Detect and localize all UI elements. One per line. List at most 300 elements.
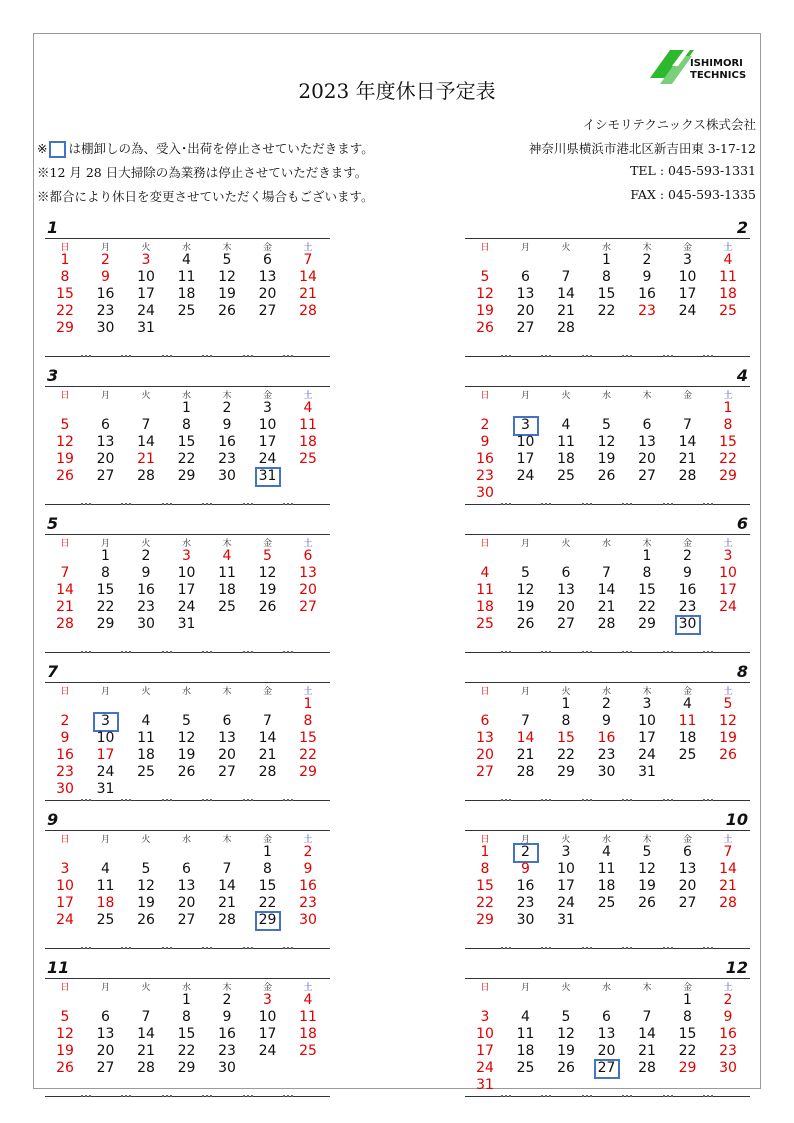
day-cell: 20 bbox=[557, 599, 575, 615]
day-cell: 8 bbox=[263, 861, 272, 877]
day-cell: 18 bbox=[299, 1026, 317, 1042]
day-cell: 25 bbox=[678, 747, 697, 763]
weekday-header: 木 bbox=[642, 687, 652, 697]
day-cell: 11 bbox=[177, 269, 196, 285]
day-cell: 23 bbox=[218, 1043, 236, 1059]
day-cell: 27 bbox=[557, 616, 575, 632]
day-cell: 12 bbox=[557, 1026, 575, 1042]
day-cell: 3 bbox=[60, 861, 70, 877]
weekday-header: 土 bbox=[723, 391, 733, 401]
day-cell: 4 bbox=[480, 565, 490, 581]
day-cell: 24 bbox=[177, 599, 196, 615]
month-header-rule bbox=[465, 978, 750, 979]
rule-tick bbox=[81, 355, 91, 357]
day-cell: 11 bbox=[476, 582, 494, 598]
rule-tick bbox=[703, 947, 713, 949]
day-cell: 21 bbox=[557, 303, 575, 319]
rule-tick bbox=[121, 651, 131, 653]
day-cell: 2 bbox=[723, 992, 733, 1008]
day-cell: 30 bbox=[137, 616, 155, 632]
weekday-header: 日 bbox=[480, 687, 490, 697]
day-cell: 4 bbox=[561, 417, 571, 433]
day-cell: 19 bbox=[638, 878, 656, 894]
day-cell: 14 bbox=[719, 861, 737, 877]
day-cell: 3 bbox=[561, 844, 571, 860]
day-cell: 3 bbox=[263, 400, 272, 416]
weekday-header: 月 bbox=[100, 243, 110, 253]
day-cell: 21 bbox=[56, 599, 74, 615]
day-cell: 13 bbox=[678, 861, 697, 877]
day-cell: 28 bbox=[137, 1060, 155, 1076]
day-cell: 29 bbox=[299, 764, 317, 780]
day-cell: 6 bbox=[182, 861, 191, 877]
day-cell: 10 bbox=[516, 434, 535, 450]
weekday-header: 月 bbox=[520, 687, 530, 697]
weekday-header: 火 bbox=[141, 687, 151, 697]
rule-tick bbox=[202, 651, 212, 653]
rule-tick bbox=[622, 503, 632, 505]
rule-tick bbox=[283, 799, 293, 801]
day-cell: 7 bbox=[642, 1009, 652, 1025]
day-cell: 14 bbox=[299, 269, 317, 285]
day-cell: 7 bbox=[222, 861, 232, 877]
rule-tick bbox=[162, 799, 172, 801]
day-cell: 14 bbox=[218, 878, 236, 894]
day-cell: 3 bbox=[263, 992, 272, 1008]
rule-tick bbox=[541, 947, 551, 949]
month-header-rule bbox=[45, 534, 330, 535]
day-cell: 27 bbox=[678, 895, 697, 911]
weekday-header: 土 bbox=[303, 835, 313, 845]
weekday-header: 金 bbox=[262, 539, 272, 549]
weekday-header: 月 bbox=[100, 539, 110, 549]
day-cell: 17 bbox=[56, 895, 74, 911]
day-cell: 1 bbox=[561, 696, 571, 712]
day-cell: 30 bbox=[96, 320, 115, 336]
day-cell: 3 bbox=[642, 696, 652, 712]
day-cell: 19 bbox=[137, 895, 155, 911]
day-cell: 30 bbox=[56, 781, 74, 797]
day-cell: 23 bbox=[719, 1043, 737, 1059]
day-cell: 24 bbox=[258, 451, 277, 467]
day-cell: 7 bbox=[723, 844, 733, 860]
day-cell: 8 bbox=[561, 713, 571, 729]
day-cell: 16 bbox=[516, 878, 535, 894]
month-number: 5 bbox=[47, 514, 59, 533]
day-cell: 6 bbox=[263, 252, 272, 268]
weekday-header: 火 bbox=[561, 243, 571, 253]
day-cell: 31 bbox=[96, 781, 115, 797]
day-cell: 12 bbox=[719, 713, 737, 729]
rule-tick bbox=[243, 1095, 253, 1097]
day-cell: 21 bbox=[597, 599, 616, 615]
month-11 bbox=[45, 958, 330, 1098]
month-2 bbox=[465, 218, 750, 358]
rule-tick bbox=[283, 355, 293, 357]
month-header-rule bbox=[45, 238, 330, 239]
day-cell: 29 bbox=[678, 1060, 697, 1076]
day-cell: 9 bbox=[683, 565, 692, 581]
day-cell: 23 bbox=[137, 599, 155, 615]
day-cell: 28 bbox=[299, 303, 317, 319]
note-inventory bbox=[37, 139, 374, 158]
day-cell: 4 bbox=[683, 696, 692, 712]
day-cell: 12 bbox=[638, 861, 656, 877]
weekday-header: 木 bbox=[642, 983, 652, 993]
day-cell: 1 bbox=[303, 696, 313, 712]
rule-tick bbox=[541, 503, 551, 505]
day-cell: 24 bbox=[56, 912, 74, 928]
day-cell: 4 bbox=[141, 713, 151, 729]
day-cell: 25 bbox=[476, 616, 494, 632]
day-cell: 22 bbox=[638, 599, 656, 615]
day-cell: 25 bbox=[557, 468, 575, 484]
day-cell: 7 bbox=[683, 417, 692, 433]
day-cell: 10 bbox=[678, 269, 697, 285]
month-10 bbox=[465, 810, 750, 950]
day-cell: 2 bbox=[60, 713, 70, 729]
rule-tick bbox=[663, 503, 673, 505]
day-cell: 20 bbox=[678, 878, 697, 894]
rule-tick bbox=[243, 651, 253, 653]
rule-tick bbox=[243, 947, 253, 949]
rule-tick bbox=[202, 1095, 212, 1097]
weekday-header: 金 bbox=[262, 835, 272, 845]
day-cell: 22 bbox=[177, 1043, 196, 1059]
day-cell: 12 bbox=[258, 565, 277, 581]
month-header-rule bbox=[45, 386, 330, 387]
weekday-header: 水 bbox=[601, 983, 611, 993]
day-cell: 6 bbox=[101, 417, 110, 433]
day-cell: 1 bbox=[602, 252, 611, 268]
day-cell: 26 bbox=[557, 1060, 575, 1076]
month-number: 8 bbox=[736, 662, 748, 681]
day-cell: 2 bbox=[480, 417, 490, 433]
day-cell: 12 bbox=[516, 582, 535, 598]
month-number: 11 bbox=[47, 958, 70, 977]
day-cell: 21 bbox=[137, 451, 155, 467]
weekday-header: 水 bbox=[181, 687, 191, 697]
weekday-header: 金 bbox=[682, 687, 692, 697]
day-cell: 29 bbox=[56, 320, 74, 336]
rule-tick bbox=[121, 799, 131, 801]
month-5 bbox=[45, 514, 330, 654]
rule-tick bbox=[622, 799, 632, 801]
weekday-header: 水 bbox=[181, 243, 191, 253]
day-cell: 22 bbox=[299, 747, 317, 763]
weekday-header: 火 bbox=[561, 983, 571, 993]
day-cell: 18 bbox=[96, 895, 115, 911]
day-cell: 26 bbox=[137, 912, 155, 928]
day-cell: 11 bbox=[678, 713, 697, 729]
month-number: 9 bbox=[47, 810, 59, 829]
day-cell: 22 bbox=[557, 747, 575, 763]
day-cell: 16 bbox=[56, 747, 74, 763]
day-cell: 23 bbox=[638, 303, 656, 319]
day-cell: 19 bbox=[258, 582, 277, 598]
day-cell: 28 bbox=[258, 764, 277, 780]
rule-tick bbox=[162, 1095, 172, 1097]
rule-tick bbox=[283, 1095, 293, 1097]
day-cell: 3 bbox=[683, 252, 692, 268]
weekday-header: 水 bbox=[601, 391, 611, 401]
weekday-header: 金 bbox=[262, 983, 272, 993]
day-cell: 3 bbox=[141, 252, 151, 268]
weekday-header: 金 bbox=[682, 983, 692, 993]
day-cell: 13 bbox=[258, 269, 277, 285]
day-cell: 1 bbox=[182, 992, 191, 1008]
weekday-header: 金 bbox=[262, 243, 272, 253]
day-cell: 13 bbox=[96, 434, 115, 450]
day-cell: 25 bbox=[177, 303, 196, 319]
day-cell: 17 bbox=[258, 1026, 277, 1042]
weekday-header: 水 bbox=[181, 391, 191, 401]
weekday-header: 月 bbox=[520, 391, 530, 401]
day-cell: 7 bbox=[141, 1009, 151, 1025]
day-cell: 18 bbox=[516, 1043, 535, 1059]
day-cell: 17 bbox=[678, 286, 697, 302]
day-cell: 20 bbox=[218, 747, 236, 763]
weekday-header: 土 bbox=[723, 983, 733, 993]
month-header-rule bbox=[45, 682, 330, 683]
rule-tick bbox=[703, 1095, 713, 1097]
day-cell: 18 bbox=[218, 582, 236, 598]
day-cell: 31 bbox=[137, 320, 155, 336]
day-cell: 9 bbox=[222, 1009, 232, 1025]
day-cell: 12 bbox=[56, 1026, 74, 1042]
day-cell: 27 bbox=[476, 764, 494, 780]
day-cell: 11 bbox=[719, 269, 737, 285]
day-cell: 11 bbox=[218, 565, 236, 581]
day-cell: 24 bbox=[638, 747, 656, 763]
weekday-header: 土 bbox=[303, 983, 313, 993]
day-cell: 28 bbox=[557, 320, 575, 336]
day-cell: 9 bbox=[222, 417, 232, 433]
day-cell: 23 bbox=[516, 895, 535, 911]
day-cell: 22 bbox=[678, 1043, 697, 1059]
rule-tick bbox=[663, 1095, 673, 1097]
weekday-header: 日 bbox=[480, 983, 490, 993]
day-cell: 27 bbox=[299, 599, 317, 615]
day-cell: 14 bbox=[56, 582, 74, 598]
day-cell: 8 bbox=[182, 1009, 191, 1025]
rule-tick bbox=[663, 799, 673, 801]
month-7 bbox=[45, 662, 330, 802]
day-cell: 5 bbox=[60, 1009, 70, 1025]
day-cell: 13 bbox=[638, 434, 656, 450]
day-cell: 20 bbox=[638, 451, 656, 467]
day-cell: 22 bbox=[476, 895, 494, 911]
day-cell: 28 bbox=[516, 764, 535, 780]
day-cell: 22 bbox=[96, 599, 115, 615]
day-cell: 28 bbox=[597, 616, 616, 632]
rule-tick bbox=[582, 947, 592, 949]
day-cell: 26 bbox=[719, 747, 737, 763]
weekday-header: 金 bbox=[682, 835, 692, 845]
day-cell: 16 bbox=[299, 878, 317, 894]
weekday-header: 水 bbox=[601, 687, 611, 697]
day-cell: 2 bbox=[101, 252, 110, 268]
rule-tick bbox=[121, 947, 131, 949]
day-cell: 16 bbox=[218, 1026, 236, 1042]
day-cell: 17 bbox=[258, 434, 277, 450]
rule-tick bbox=[663, 947, 673, 949]
day-cell: 16 bbox=[638, 286, 656, 302]
day-cell: 19 bbox=[476, 303, 494, 319]
inventory-day: 27 bbox=[587, 1060, 627, 1077]
day-cell: 9 bbox=[602, 713, 611, 729]
weekday-header: 土 bbox=[303, 391, 313, 401]
day-cell: 6 bbox=[683, 844, 692, 860]
day-cell: 10 bbox=[56, 878, 74, 894]
day-cell: 24 bbox=[557, 895, 575, 911]
day-cell: 10 bbox=[476, 1026, 494, 1042]
month-3 bbox=[45, 366, 330, 506]
month-number: 10 bbox=[725, 810, 748, 829]
day-cell: 19 bbox=[557, 1043, 575, 1059]
day-cell: 29 bbox=[177, 468, 196, 484]
month-number: 1 bbox=[47, 218, 59, 237]
month-number: 3 bbox=[47, 366, 59, 385]
weekday-header: 木 bbox=[222, 391, 232, 401]
day-cell: 27 bbox=[96, 468, 115, 484]
day-cell: 15 bbox=[177, 1026, 196, 1042]
day-cell: 26 bbox=[218, 303, 236, 319]
weekday-header: 月 bbox=[520, 983, 530, 993]
day-cell: 31 bbox=[476, 1077, 494, 1093]
day-cell: 15 bbox=[678, 1026, 697, 1042]
month-header-rule bbox=[45, 978, 330, 979]
day-cell: 16 bbox=[719, 1026, 737, 1042]
day-cell: 8 bbox=[182, 417, 191, 433]
day-cell: 17 bbox=[177, 582, 196, 598]
day-cell: 9 bbox=[642, 269, 652, 285]
day-cell: 17 bbox=[96, 747, 115, 763]
day-cell: 5 bbox=[480, 269, 490, 285]
rule-tick bbox=[582, 1095, 592, 1097]
day-cell: 16 bbox=[96, 286, 115, 302]
day-cell: 18 bbox=[476, 599, 494, 615]
weekday-header: 日 bbox=[60, 835, 70, 845]
weekday-header: 火 bbox=[561, 687, 571, 697]
day-cell: 12 bbox=[137, 878, 155, 894]
day-cell: 2 bbox=[683, 548, 692, 564]
day-cell: 5 bbox=[60, 417, 70, 433]
day-cell: 15 bbox=[258, 878, 277, 894]
day-cell: 8 bbox=[60, 269, 70, 285]
rule-tick bbox=[622, 1095, 632, 1097]
day-cell: 2 bbox=[222, 400, 232, 416]
day-cell: 13 bbox=[218, 730, 236, 746]
day-cell: 24 bbox=[96, 764, 115, 780]
rule-tick bbox=[283, 651, 293, 653]
day-cell: 15 bbox=[719, 434, 737, 450]
day-cell: 14 bbox=[137, 1026, 155, 1042]
inventory-day: 29 bbox=[248, 912, 288, 929]
day-cell: 27 bbox=[258, 303, 277, 319]
day-cell: 7 bbox=[521, 713, 530, 729]
weekday-header: 金 bbox=[682, 243, 692, 253]
weekday-header: 月 bbox=[520, 835, 530, 845]
day-cell: 25 bbox=[96, 912, 115, 928]
day-cell: 8 bbox=[101, 565, 110, 581]
day-cell: 21 bbox=[719, 878, 737, 894]
weekday-header: 水 bbox=[181, 835, 191, 845]
day-cell: 1 bbox=[480, 844, 490, 860]
day-cell: 8 bbox=[683, 1009, 692, 1025]
day-cell: 8 bbox=[602, 269, 611, 285]
day-cell: 8 bbox=[480, 861, 490, 877]
day-cell: 11 bbox=[299, 417, 317, 433]
day-cell: 13 bbox=[516, 286, 535, 302]
day-cell: 21 bbox=[299, 286, 317, 302]
day-cell: 23 bbox=[56, 764, 74, 780]
day-cell: 4 bbox=[303, 992, 313, 1008]
inventory-day: 31 bbox=[248, 468, 288, 485]
rule-tick bbox=[162, 947, 172, 949]
day-cell: 4 bbox=[101, 861, 110, 877]
weekday-header: 火 bbox=[141, 243, 151, 253]
rule-tick bbox=[501, 503, 511, 505]
weekday-header: 土 bbox=[303, 539, 313, 549]
day-cell: 23 bbox=[678, 599, 697, 615]
day-cell: 1 bbox=[263, 844, 272, 860]
day-cell: 6 bbox=[642, 417, 652, 433]
day-cell: 22 bbox=[177, 451, 196, 467]
day-cell: 2 bbox=[141, 548, 151, 564]
day-cell: 14 bbox=[678, 434, 697, 450]
day-cell: 24 bbox=[678, 303, 697, 319]
day-cell: 29 bbox=[638, 616, 656, 632]
day-cell: 6 bbox=[602, 1009, 611, 1025]
day-cell: 19 bbox=[56, 1043, 74, 1059]
weekday-header: 日 bbox=[60, 243, 70, 253]
page-title: 2023 年度休日予定表 bbox=[298, 79, 496, 103]
day-cell: 13 bbox=[299, 565, 317, 581]
day-cell: 4 bbox=[723, 252, 733, 268]
month-number: 12 bbox=[725, 958, 748, 977]
day-cell: 15 bbox=[96, 582, 115, 598]
weekday-header: 月 bbox=[520, 539, 530, 549]
day-cell: 17 bbox=[516, 451, 535, 467]
day-cell: 4 bbox=[303, 400, 313, 416]
day-cell: 23 bbox=[218, 451, 236, 467]
weekday-header: 金 bbox=[682, 539, 692, 549]
day-cell: 12 bbox=[177, 730, 196, 746]
day-cell: 9 bbox=[303, 861, 313, 877]
day-cell: 4 bbox=[602, 844, 611, 860]
day-cell: 26 bbox=[56, 1060, 74, 1076]
rule-tick bbox=[663, 651, 673, 653]
day-cell: 15 bbox=[476, 878, 494, 894]
inventory-day: 30 bbox=[668, 616, 708, 633]
day-cell: 11 bbox=[299, 1009, 317, 1025]
day-cell: 11 bbox=[557, 434, 575, 450]
day-cell: 2 bbox=[222, 992, 232, 1008]
day-cell: 5 bbox=[182, 713, 191, 729]
day-cell: 23 bbox=[597, 747, 616, 763]
day-cell: 24 bbox=[258, 1043, 277, 1059]
day-cell: 6 bbox=[561, 565, 571, 581]
day-cell: 4 bbox=[222, 548, 232, 564]
day-cell: 18 bbox=[177, 286, 196, 302]
weekday-header: 金 bbox=[682, 391, 692, 401]
day-cell: 10 bbox=[177, 565, 196, 581]
day-cell: 19 bbox=[597, 451, 616, 467]
rule-tick bbox=[622, 651, 632, 653]
day-cell: 15 bbox=[597, 286, 616, 302]
day-cell: 26 bbox=[177, 764, 196, 780]
